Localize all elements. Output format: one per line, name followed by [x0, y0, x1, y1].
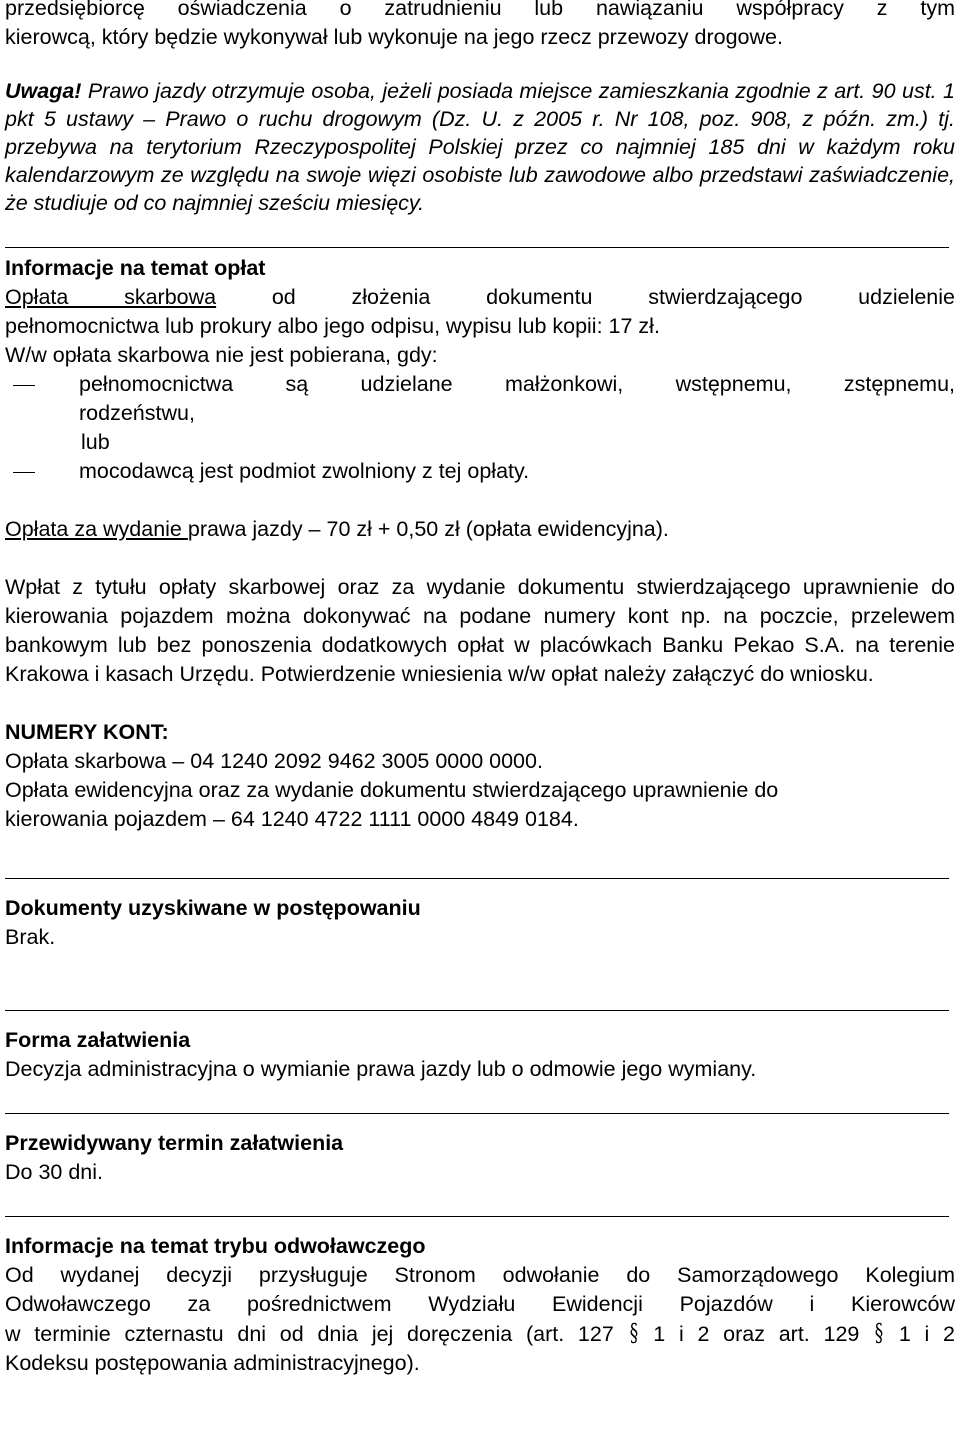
documents-heading: Dokumenty uzyskiwane w postępowaniu — [5, 896, 421, 920]
stamp-fee-line-1: Opłata skarbowa od złożenia dokumentu stwierdzającego udzielenie — [5, 285, 955, 309]
appeal-line-3: w terminie czternastu dni od dnia jej doręczenia (art. 127 § 1 i 2 oraz art. 129 § 1 i 2 — [5, 1319, 955, 1347]
resolution-heading: Forma załatwienia — [5, 1028, 191, 1052]
account-stamp-fee: Opłata skarbowa – 04 1240 2092 9462 3005 0000 0000. — [5, 749, 543, 773]
residence-note — [5, 77, 955, 217]
resolution-text: Decyzja administracyjna o wymianie prawa jazdy lub o odmowie jego wymiany. — [5, 1057, 757, 1081]
issue-fee: Opłata za wydanie prawa jazdy – 70 zł + 0,50 zł (opłata ewidencyjna). — [5, 517, 669, 541]
appeal-heading: Informacje na temat trybu odwoławczego — [5, 1234, 426, 1258]
appeal-line-1: Od wydanej decyzji przysługuje Stronom odwołanie do Samorządowego Kolegium — [5, 1263, 955, 1287]
note-text: Prawo jazdy otrzymuje osoba, jeżeli posiada miejsce zamieszkania zgodnie z art. 90 ust. 1 pkt 5 ustawy – Prawo o ruchu drogowym (Dz. U. z 2005 r. Nr 108, poz. 908, z późn. zm.) tj. przebywa na terytorium Rzeczypospolitej Polskiej przez co najmniej 185 dni w każdym roku kalendarzowym ze względu na swoje więzi osobiste lub zawodowe albo przedstawi zaświadczenie, że studiuje od co najmniej sześciu miesięcy. — [5, 79, 955, 215]
accounts-heading: NUMERY KONT: — [5, 720, 169, 744]
dash-bullet — [5, 457, 79, 486]
section-divider — [5, 878, 949, 879]
section-divider — [5, 1113, 949, 1114]
issue-fee-label: Opłata za wydanie — [5, 517, 188, 541]
exemption-intro: W/w opłata skarbowa nie jest pobierana, gdy: — [5, 343, 438, 367]
section-divider — [5, 1010, 949, 1011]
account-registry-line-2: kierowania pojazdem – 64 1240 4722 1111 0000 4849 0184. — [5, 807, 579, 831]
section-divider — [5, 247, 949, 248]
or-text: lub — [81, 430, 110, 454]
deadline-text: Do 30 dni. — [5, 1160, 104, 1184]
list-item: mocodawcą jest podmiot zwolniony z tej opłaty. — [5, 457, 955, 486]
intro-line-2: kierowcą, który będzie wykonywał lub wykonuje na jego rzecz przewozy drogowe. — [5, 25, 783, 49]
deadline-heading: Przewidywany termin załatwienia — [5, 1131, 344, 1155]
appeal-line-4: Kodeksu postępowania administracyjnego). — [5, 1351, 420, 1375]
intro-line-1: przedsiębiorcę oświadczenia o zatrudnieniu lub nawiązaniu współpracy z tym — [5, 0, 955, 20]
payment-info: Wpłat z tytułu opłaty skarbowej oraz za wydanie dokumentu stwierdzającego uprawnienie do kierowania pojazdem można dokonywać na podane numery kont np. na poczcie, przelewem bankowym lub bez ponoszenia dodatkowych opłat w placówkach Banku Pekao S.A. na terenie Krakowa i kasach Urzędu. Potwierdzenie wniesienia w/w opłat należy załączyć do wniosku. — [5, 575, 955, 686]
stamp-fee-line-2: pełnomocnictwa lub prokury albo jego odpisu, wypisu lub kopii: 17 zł. — [5, 314, 660, 338]
fees-heading: Informacje na temat opłat — [5, 256, 266, 280]
list-item: pełnomocnictwa są udzielane małżonkowi, wstępnemu, zstępnemu, rodzeństwu, — [5, 370, 955, 428]
documents-text: Brak. — [5, 925, 56, 949]
stamp-fee-label: Opłata skarbowa — [5, 285, 217, 309]
section-mark: § — [629, 1319, 638, 1347]
account-registry-line-1: Opłata ewidencyjna oraz za wydanie dokumentu stwierdzającego uprawnienie do — [5, 778, 779, 802]
document-page — [5, 0, 955, 1378]
section-divider — [5, 1216, 949, 1217]
note-label: Uwaga! — [5, 79, 82, 103]
appeal-line-2: Odwoławczego za pośrednictwem Wydziału Ewidencji Pojazdów i Kierowców — [5, 1292, 955, 1316]
dash-bullet — [5, 370, 79, 428]
section-mark: § — [874, 1319, 884, 1347]
